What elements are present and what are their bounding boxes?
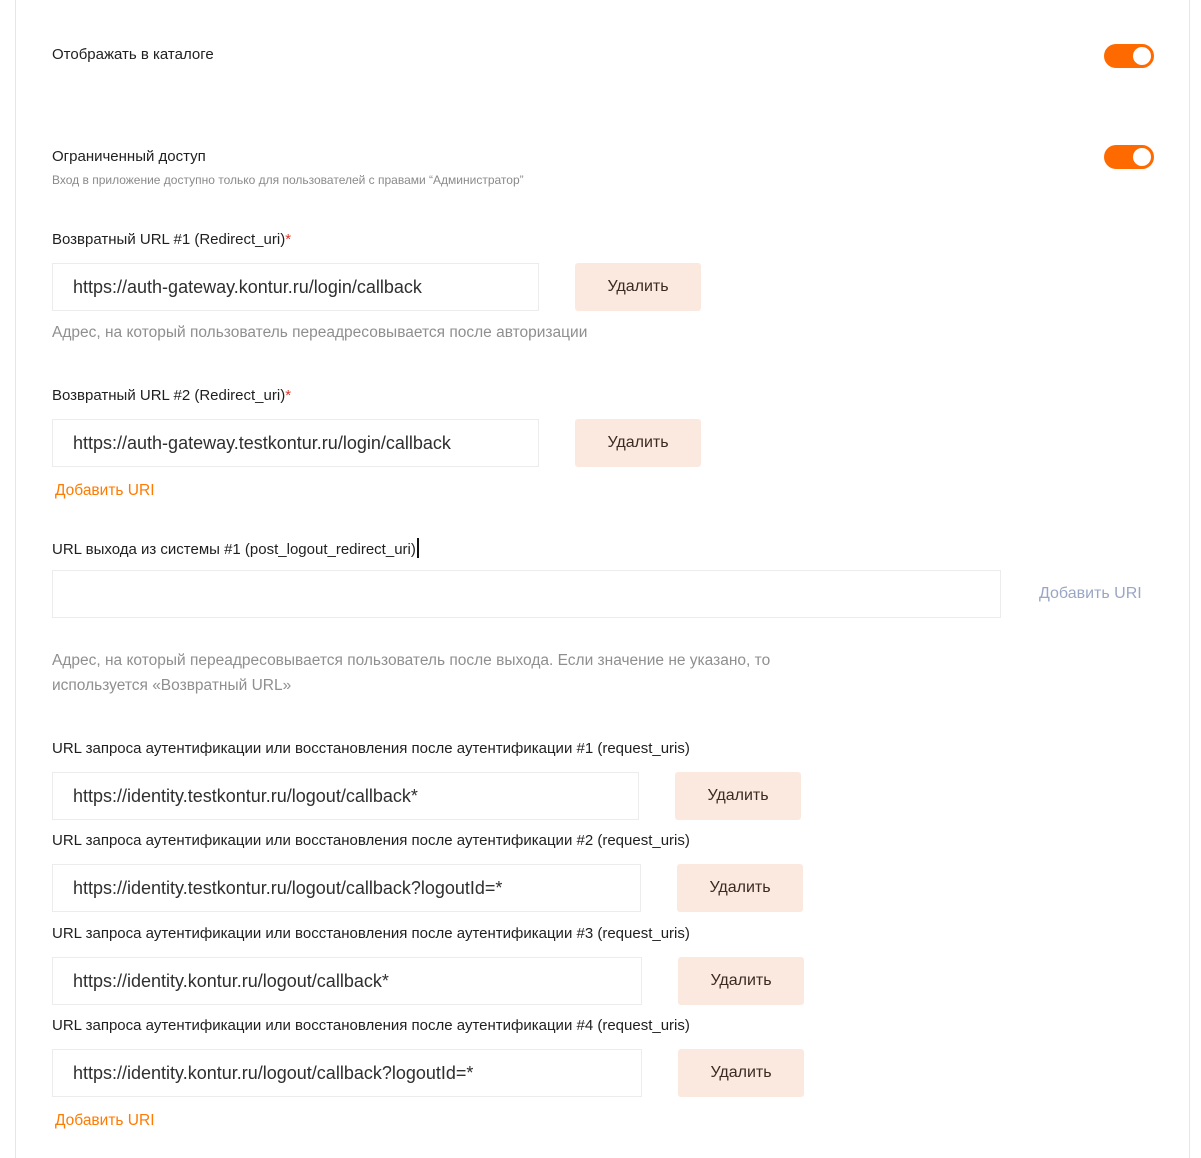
request-add-uri-link[interactable]: Добавить URI [55,1112,155,1129]
redirect-uri-1-label: Возвратный URL #1 (Redirect_uri)* [52,231,292,248]
request-uri-2-delete-button[interactable]: Удалить [677,864,803,912]
redirect-uri-1-input[interactable]: https://auth-gateway.kontur.ru/login/callback [52,263,539,311]
logout-add-uri-link[interactable]: Добавить URI [1039,585,1142,602]
request-uri-4-label: URL запроса аутентификации или восстановления после аутентификации #4 (request_uris) [52,1017,690,1034]
logout-hint-line-1: Адрес, на который переадресовывается пользователь после выхода. Если значение не указано, то [52,652,771,669]
toggle-knob [1133,148,1151,166]
request-uri-1-delete-button[interactable]: Удалить [675,772,801,820]
logout-uri-input[interactable] [52,570,1001,618]
catalog-label: Отображать в каталоге [52,46,214,63]
redirect-uri-2-label: Возвратный URL #2 (Redirect_uri)* [52,387,292,404]
request-uri-1-label: URL запроса аутентификации или восстановления после аутентификации #1 (request_uris) [52,740,690,757]
toggle-knob [1133,47,1151,65]
restricted-description: Вход в приложение доступно только для пользователей с правами “Администратор” [52,173,524,187]
restricted-label: Ограниченный доступ [52,148,206,165]
redirect-uri-hint: Адрес, на который пользователь переадресовывается после авторизации [52,324,588,341]
request-uri-1-input[interactable]: https://identity.testkontur.ru/logout/callback* [52,772,639,820]
redirect-uri-1-delete-button[interactable]: Удалить [575,263,701,311]
redirect-add-uri-link[interactable]: Добавить URI [55,482,155,499]
redirect-uri-2-delete-button[interactable]: Удалить [575,419,701,467]
request-uri-4-input[interactable]: https://identity.kontur.ru/logout/callback?logoutId=* [52,1049,642,1097]
request-uri-3-input[interactable]: https://identity.kontur.ru/logout/callback* [52,957,642,1005]
restricted-toggle[interactable] [1104,145,1154,169]
logout-hint-line-2: используется «Возвратный URL» [52,677,292,694]
request-uri-2-label: URL запроса аутентификации или восстановления после аутентификации #2 (request_uris) [52,832,690,849]
request-uri-2-input[interactable]: https://identity.testkontur.ru/logout/callback?logoutId=* [52,864,641,912]
text-caret [417,538,419,558]
catalog-toggle[interactable] [1104,44,1154,68]
request-uri-3-label: URL запроса аутентификации или восстановления после аутентификации #3 (request_uris) [52,925,690,942]
logout-uri-label: URL выхода из системы #1 (post_logout_redirect_uri) [52,538,419,558]
redirect-uri-2-input[interactable]: https://auth-gateway.testkontur.ru/login/callback [52,419,539,467]
request-uri-3-delete-button[interactable]: Удалить [678,957,804,1005]
request-uri-4-delete-button[interactable]: Удалить [678,1049,804,1097]
